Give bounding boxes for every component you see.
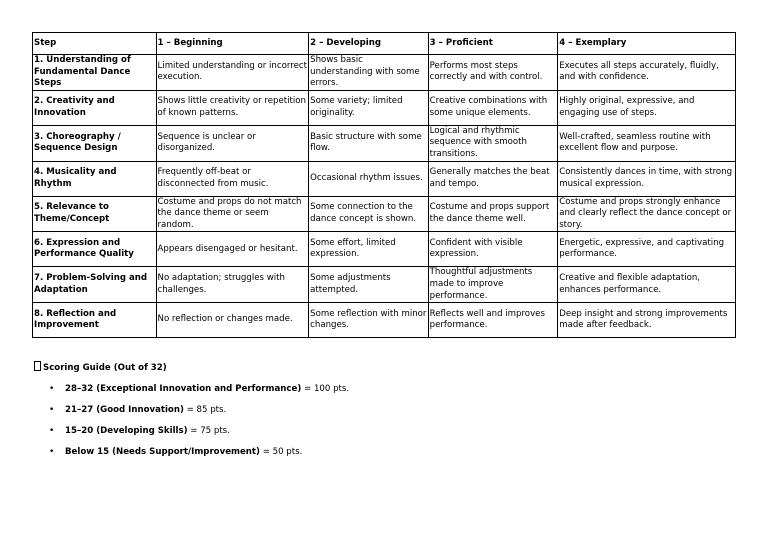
score-value: = 50 pts. — [259, 447, 303, 457]
table-cell: Shows little creativity or repetition of known patterns. — [156, 90, 309, 125]
table-cell: Costume and props support the dance theme well. — [428, 196, 558, 232]
table-cell: Some variety; limited originality. — [309, 90, 429, 125]
table-row — [33, 125, 736, 161]
table-cell: Logical and rhythmic sequence with smooth transitions. — [428, 125, 558, 161]
table-cell: Well-crafted, seamless routine with excellent flow and purpose. — [558, 125, 736, 161]
table-cell: Sequence is unclear or disorganized. — [156, 125, 309, 161]
scoring-guide — [34, 361, 634, 467]
step-cell: 4. Musicality and Rhythm — [33, 161, 157, 196]
score-value: = 85 pts. — [183, 405, 227, 415]
score-range: 28–32 (Exceptional Innovation and Performance) — [65, 384, 302, 394]
table-cell: Highly original, expressive, and engaging use of steps. — [558, 90, 736, 125]
table-cell: Occasional rhythm issues. — [309, 161, 429, 196]
scoring-guide-title — [34, 361, 634, 373]
rubric-header-row — [33, 33, 736, 55]
table-cell: Basic structure with some flow. — [309, 125, 429, 161]
table-cell: Consistently dances in time, with strong musical expression. — [558, 161, 736, 196]
table-cell: Reflects well and improves performance. — [428, 303, 558, 338]
table-cell: No adaptation; struggles with challenges. — [156, 267, 309, 303]
table-cell: Some reflection with minor changes. — [309, 303, 429, 338]
table-cell: Some connection to the dance concept is shown. — [309, 196, 429, 232]
bullet-icon: • — [49, 384, 55, 394]
list-item — [34, 404, 634, 425]
step-cell: 8. Reflection and Improvement — [33, 303, 157, 338]
bullet-icon: • — [49, 405, 55, 415]
table-cell: Executes all steps accurately, fluidly, and with confidence. — [558, 55, 736, 91]
table-cell: Creative and flexible adaptation, enhances performance. — [558, 267, 736, 303]
table-cell: Shows basic understanding with some errors. — [309, 55, 429, 91]
table-cell: Costume and props do not match the dance theme or seem random. — [156, 196, 309, 232]
table-row — [33, 196, 736, 232]
step-cell: 2. Creativity and Innovation — [33, 90, 157, 125]
table-cell: Deep insight and strong improvements made after feedback. — [558, 303, 736, 338]
table-row — [33, 303, 736, 338]
missing-glyph-icon — [34, 361, 41, 371]
table-cell: Appears disengaged or hesitant. — [156, 232, 309, 267]
table-cell: Limited understanding or incorrect execution. — [156, 55, 309, 91]
bullet-icon: • — [49, 447, 55, 457]
step-cell: 5. Relevance to Theme/Concept — [33, 196, 157, 232]
score-range: 15–20 (Developing Skills) — [65, 426, 188, 436]
score-value: = 100 pts. — [301, 384, 350, 394]
list-item — [34, 383, 634, 404]
table-row — [33, 161, 736, 196]
header-exemplary: 4 – Exemplary — [558, 33, 736, 55]
table-row — [33, 232, 736, 267]
header-developing: 2 – Developing — [309, 33, 429, 55]
table-cell: Performs most steps correctly and with control. — [428, 55, 558, 91]
step-cell: 7. Problem-Solving and Adaptation — [33, 267, 157, 303]
list-item — [34, 425, 634, 446]
header-proficient: 3 – Proficient — [428, 33, 558, 55]
step-cell: 3. Choreography / Sequence Design — [33, 125, 157, 161]
header-beginning: 1 – Beginning — [156, 33, 309, 55]
table-cell: Some effort, limited expression. — [309, 232, 429, 267]
step-cell: 1. Understanding of Fundamental Dance Steps — [33, 55, 157, 91]
step-cell: 6. Expression and Performance Quality — [33, 232, 157, 267]
scoring-list — [34, 383, 634, 467]
scoring-guide-title-text: Scoring Guide (Out of 32) — [43, 363, 167, 373]
table-cell: Some adjustments attempted. — [309, 267, 429, 303]
table-cell: Costume and props strongly enhance and clearly reflect the dance concept or story. — [558, 196, 736, 232]
table-cell: No reflection or changes made. — [156, 303, 309, 338]
bullet-icon: • — [49, 426, 55, 436]
list-item — [34, 446, 634, 467]
table-cell: Thoughtful adjustments made to improve performance. — [428, 267, 558, 303]
score-range: Below 15 (Needs Support/Improvement) — [65, 447, 260, 457]
table-cell: Creative combinations with some unique elements. — [428, 90, 558, 125]
table-row — [33, 90, 736, 125]
score-value: = 75 pts. — [187, 426, 230, 436]
table-cell: Frequently off-beat or disconnected from music. — [156, 161, 309, 196]
table-cell: Energetic, expressive, and captivating performance. — [558, 232, 736, 267]
score-range: 21–27 (Good Innovation) — [65, 405, 184, 415]
header-step: Step — [33, 33, 157, 55]
table-cell: Generally matches the beat and tempo. — [428, 161, 558, 196]
table-row — [33, 55, 736, 91]
table-cell: Confident with visible expression. — [428, 232, 558, 267]
table-row — [33, 267, 736, 303]
rubric-table — [32, 32, 736, 338]
